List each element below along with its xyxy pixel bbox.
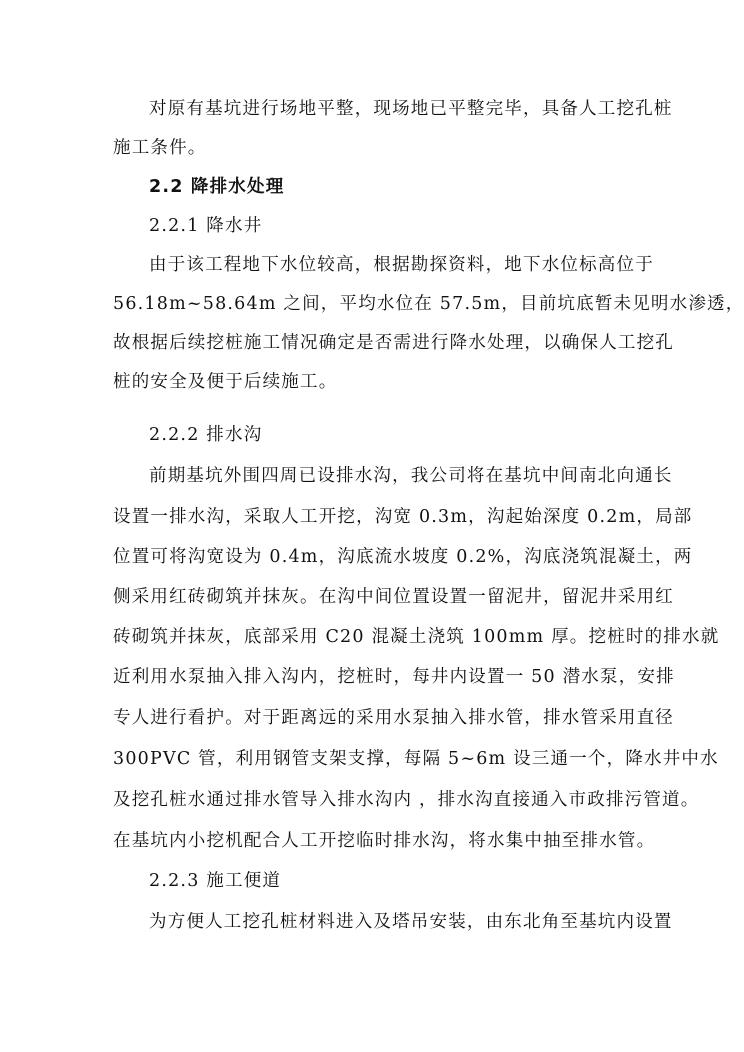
paragraph-line: 设置一排水沟，采取人工开挖，沟宽 0.3m，沟起始深度 0.2m，局部 — [113, 507, 693, 527]
paragraph-line: 由于该工程地下水位较高，根据勘探资料，地下水位标高位于 — [149, 255, 654, 275]
section-heading: 2.2 降排水处理 — [149, 177, 285, 197]
paragraph-line: 侧采用红砖砌筑并抹灰。在沟中间位置设置一留泥井，留泥井采用红 — [113, 587, 674, 607]
paragraph-line: 56.18m~58.64m 之间，平均水位在 57.5m，目前坑底暂未见明水渗透， — [113, 294, 744, 314]
paragraph-line: 施工条件。 — [113, 138, 207, 158]
paragraph-line: 对原有基坑进行场地平整，现场地已平整完毕，具备人工挖孔桩 — [149, 99, 673, 119]
paragraph-line: 300PVC 管，利用钢管支架支撑，每隔 5~6m 设三通一个，降水井中水 — [113, 749, 719, 769]
paragraph-line: 故根据后续挖桩施工情况确定是否需进行降水处理，以确保人工挖孔 — [113, 333, 674, 353]
paragraph-line: 近利用水泵抽入排入沟内，挖桩时，每井内设置一 50 潜水泵，安排 — [113, 667, 675, 687]
subsection-heading: 2.2.3 施工便道 — [149, 871, 282, 891]
paragraph-line: 及挖孔桩水通过排水管导入排水沟内 ，排水沟直接通入市政排污管道。 — [113, 790, 700, 810]
paragraph-line: 桩的安全及便于后续施工。 — [113, 372, 338, 392]
paragraph-line: 专人进行看护。对于距离远的采用水泵抽入排水管，排水管采用直径 — [113, 708, 674, 728]
paragraph-line: 位置可将沟宽设为 0.4m，沟底流水坡度 0.2%，沟底浇筑混凝土，两 — [113, 547, 693, 567]
subsection-heading: 2.2.1 降水井 — [149, 216, 263, 236]
paragraph-line: 前期基坑外围四周已设排水沟，我公司将在基坑中间南北向通长 — [149, 466, 673, 486]
paragraph-line: 为方便人工挖孔桩材料进入及塔吊安装，由东北角至基坑内设置 — [149, 912, 673, 932]
paragraph-line: 砖砌筑并抹灰，底部采用 C20 混凝土浇筑 100mm 厚。挖桩时的排水就 — [113, 627, 720, 647]
paragraph-line: 在基坑内小挖机配合人工开挖临时排水沟，将水集中抽至排水管。 — [113, 831, 656, 851]
subsection-heading: 2.2.2 排水沟 — [149, 425, 263, 445]
